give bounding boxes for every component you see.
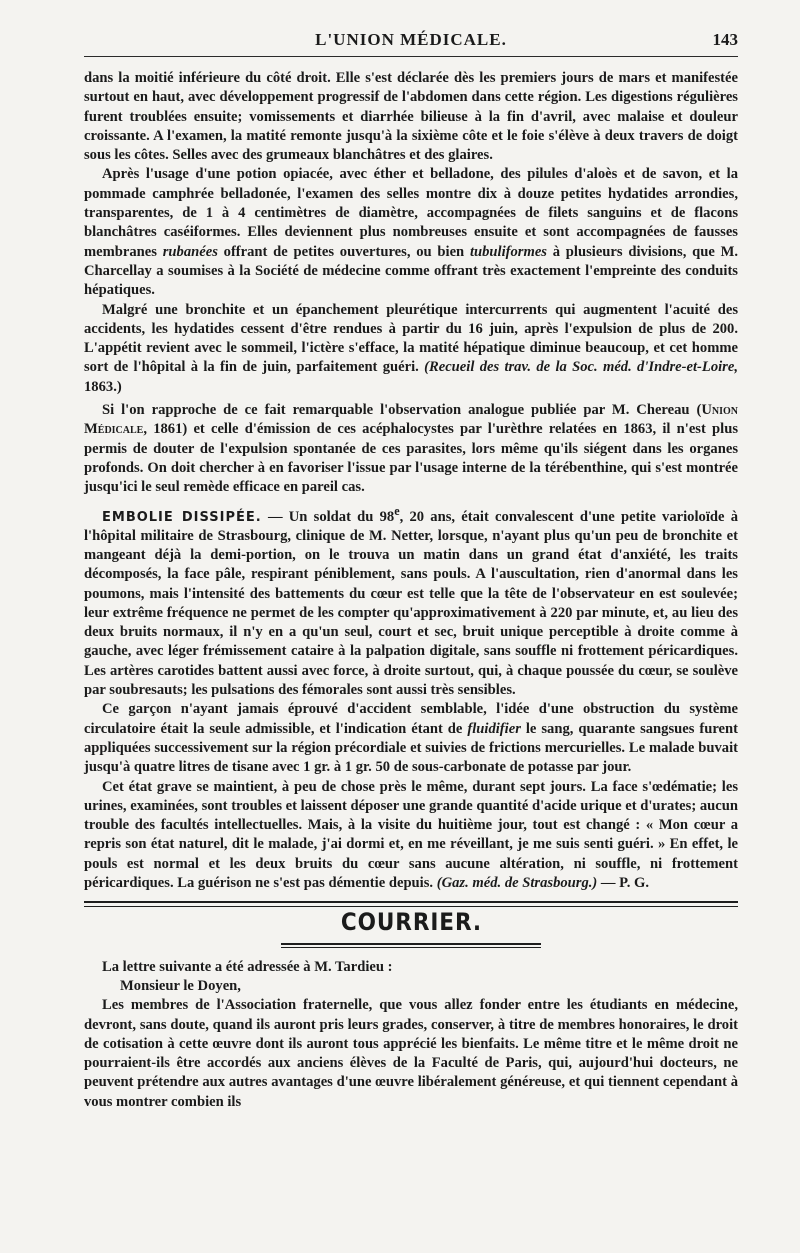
paragraph-7: Cet état grave se maintient, à peu de chose près le même, durant sept jours. La face s'œdématie; les urines, examinées, sont troubles et laissent déposer une grande quantité d'acide urique et d'urates; aucun trouble des facultés intellectuelles. Mais, à la visite du huitième jour, tout est changé : « Mon cœur a repris son état naturel, dit le malade, j'ai dormi et, en me réveillant, je me suis senti guéri. » En effet, le pouls est normal et les deux bruits du cœur sans aucune altération, ni souffle, ni frottement péricardiques. La guérison ne s'est pas démentie depuis. (Gaz. méd. de Strasbourg.) — P. G.	[84, 778, 738, 892]
letter-salutation: Monsieur le Doyen,	[120, 977, 241, 994]
courrier-heading-wrap	[84, 908, 738, 937]
citation-recueil: (Recueil des trav. de la Soc. méd. d'Indre-et-Loire,	[424, 359, 738, 376]
page-number: 143	[712, 30, 738, 49]
paragraph-2: Après l'usage d'une potion opiacée, avec éther et belladone, des pilules d'aloès et de savon, et la pommade camphrée belladonée, l'examen des selles montre dix à douze petites hydatides arrondies, transparentes, de 1 à 4 centimètres de diamètre, accompagnées de filets sanguins et de flacons blanchâtres caséiformes. Elles deviennent plus nombreuses ensuite et sont accompagnées de fausses membranes rubanées offrant de petites ouvertures, ou bien tubuliformes à plusieurs divisions, que M. Charcellay a soumises à la Société de médecine comme offrant très exactement l'empreinte des conduits hépatiques.	[84, 166, 738, 299]
citation-gazette: (Gaz. méd. de Strasbourg.)	[436, 875, 598, 892]
courrier-heading: COURRIER.	[340, 908, 482, 937]
letter-body: Les membres de l'Association fraternelle, que vous allez fonder entre les étudiants en médecine, devront, sans doute, quand ils auront pris leurs grades, conserver, à titre de membres honoraires, le droit de cotisation à cette œuvre dont ils auront tous apprécié les bienfaits. Le même titre et le même droit ne pourraient-ils être accordés aux anciens élèves de la Faculté de Paris, qui, aujourd'hui docteurs, ne peuvent prétendre aux autres avantages d'une œuvre libéralement généreuse, et qui tiennent cependant à vous montrer combien ils	[84, 997, 738, 1110]
paragraph-embolie: EMBOLIE DISSIPÉE. — Un soldat du 98e, 20 ans, était convalescent d'une petite varioloïde à l'hôpital militaire de Strasbourg, clinique de M. Netter, lorsque, n'ayant plus qu'un peu de bronchite et mangeant déjà la demi-portion, on le trouva un matin dans un grand état d'anxiété, les traits décomposés, la face pâle, respirant péniblement, sans pouls. A l'auscultation, rien d'anormal dans les poumons, mais l'intensité des battements du cœur est telle que la tête de l'observateur en est soulevée; leur extrême fréquence ne permet de les compter qu'approximativement à 220 par minute, et, au lieu des deux bruits normaux, il n'y en a qu'un seul, court et sec, bruit unique perceptible à droite comme à gauche, avec léger frémissement cataire à la palpation digitale, sans souffle ni frottement péricardiques. Les artères carotides battent aussi avec force, à droite surtout, qui, à chaque poussée du cœur, se soulève par soubresauts; les pulsations des fémorales sont aussi très sensibles.	[84, 503, 738, 699]
paragraph-4: Si l'on rapproche de ce fait remarquable l'observation analogue publiée par M. Chereau (Union Médicale, 1861) et celle d'émission de ces acéphalocystes par l'urèthre relatées en 1863, il n'est plus permis de douter de l'expulsion spontanée de ces parasites, lors même qu'ils siégent dans les organes profonds. On doit chercher à en favoriser l'issue par l'usage interne de la térébenthine, qui s'est montrée jusqu'ici le seul remède efficace en pareil cas.	[84, 402, 738, 496]
paragraph-1: dans la moitié inférieure du côté droit. Elle s'est déclarée dès les premiers jours de mars et manifestée surtout en haut, avec développement progressif de l'abdomen dans cette région. Les digestions régulières furent troublées ensuite; vomissements et diarrhée bilieuse à la fin d'avril, avec malaise et douleur croissante. A l'examen, la matité remonte jusqu'à la sixième côte et le foie s'élève à deux travers de doigt sous les côtes. Selles avec des grumeaux blanchâtres et des glaires.	[84, 70, 738, 164]
article-body	[84, 69, 738, 1112]
page-header	[84, 22, 738, 57]
citation-union-medicale: (Union Médicale,	[84, 402, 738, 438]
section-divider	[84, 901, 738, 907]
letter-intro: La lettre suivante a été adressée à M. Tardieu :	[102, 958, 393, 975]
italic-fluidifier: fluidifier	[467, 720, 521, 737]
section-heading-embolie: EMBOLIE DISSIPÉE.	[102, 509, 262, 525]
italic-tubuliformes: tubuliformes	[469, 243, 547, 260]
courrier-letter	[84, 958, 738, 1112]
journal-title: L'UNION MÉDICALE.	[315, 30, 507, 49]
courrier-underline	[281, 943, 541, 948]
italic-rubanees: rubanées	[162, 243, 218, 260]
paragraph-6: Ce garçon n'ayant jamais éprouvé d'accident semblable, l'idée d'une obstruction du système circulatoire était la seule admissible, et l'indication étant de fluidifier le sang, quarante sangsues furent appliquées successivement sur la région précordiale et suivies de frictions mercurielles. Le malade buvait jusqu'à quatre litres de tisane avec 1 gr. à 1 gr. 50 de sous-carbonate de potasse par jour.	[84, 701, 739, 776]
paragraph-3: Malgré une bronchite et un épanchement pleurétique intercurrents qui augmentent l'acuité des accidents, les hydatides cessent d'être rendues à partir du 16 juin, après l'expulsion de plus de 200. L'appétit revient avec le sommeil, l'ictère s'efface, la matité hépatique diminue beaucoup, et cet homme sort de l'hôpital à la fin de juin, parfaitement guéri. (Recueil des trav. de la Soc. méd. d'Indre-et-Loire, 1863.)	[84, 301, 738, 395]
